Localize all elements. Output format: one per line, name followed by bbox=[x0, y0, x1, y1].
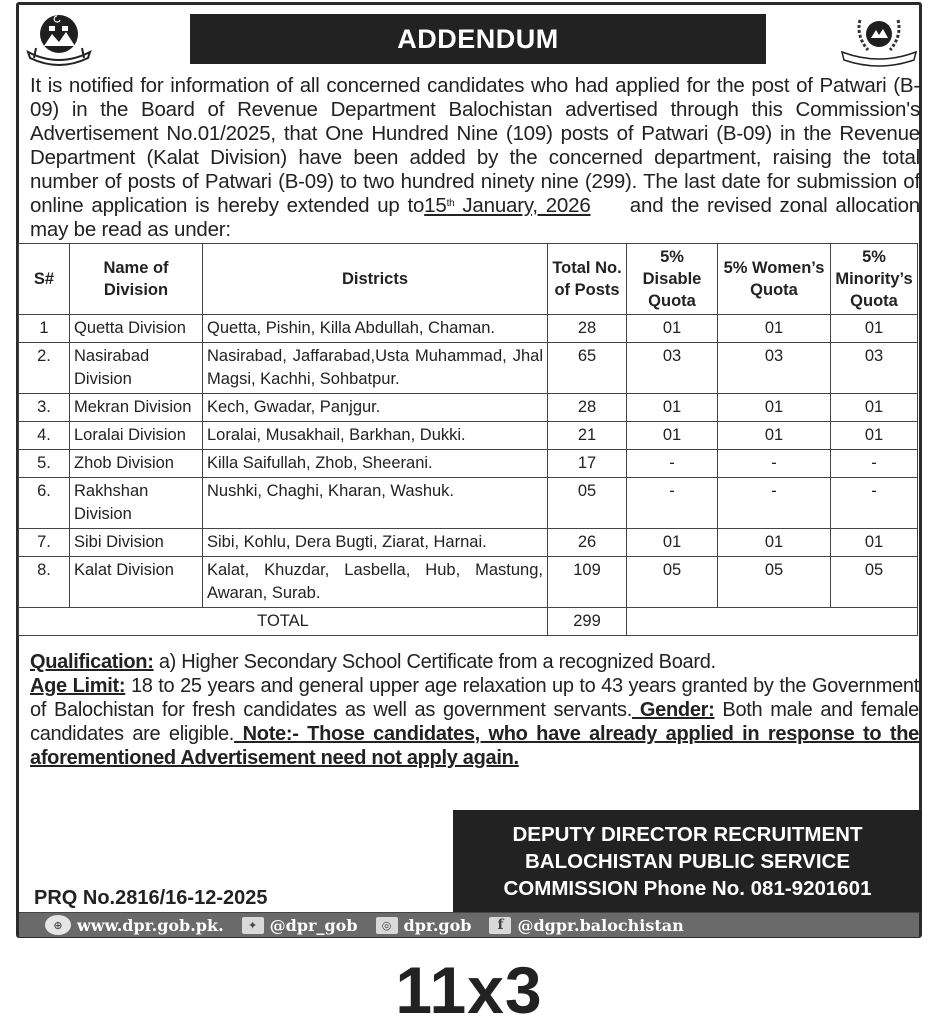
cell-minority-quota: 03 bbox=[831, 343, 918, 394]
cell-women-quota: - bbox=[718, 478, 831, 529]
gender-text: Both male and female candidates are eligible. bbox=[30, 699, 919, 745]
cell-posts: 26 bbox=[548, 529, 627, 557]
cell-division: Mekran Division bbox=[70, 394, 203, 422]
social-facebook[interactable] bbox=[489, 916, 683, 935]
age-limit-text: 18 to 25 years and general upper age relaxation up to 43 years granted by the Government of Balochistan for fresh candidates as well as government servants. bbox=[30, 675, 919, 721]
signature-line-1: DEPUTY DIRECTOR RECRUITMENT bbox=[512, 822, 863, 846]
cell-sn: 6. bbox=[19, 478, 70, 529]
cell-women-quota: 03 bbox=[718, 343, 831, 394]
qualification-label: Qualification: bbox=[30, 651, 154, 673]
cell-disable-quota: 01 bbox=[627, 422, 718, 450]
cell-posts: 17 bbox=[548, 450, 627, 478]
facebook-icon: f bbox=[489, 917, 511, 934]
table-row bbox=[19, 343, 918, 394]
cell-division: Sibi Division bbox=[70, 529, 203, 557]
table-total-row bbox=[19, 608, 918, 636]
cell-minority-quota: - bbox=[831, 450, 918, 478]
zonal-allocation-table bbox=[18, 243, 918, 636]
cell-disable-quota: 01 bbox=[627, 394, 718, 422]
header-disable-quota: 5% Disable Quota bbox=[627, 244, 718, 315]
cell-districts: Kalat, Khuzdar, Lasbella, Hub, Mastung, Awaran, Surab. bbox=[203, 557, 548, 608]
instagram-link[interactable]: dpr.gob bbox=[403, 915, 472, 935]
twitter-icon: ✦ bbox=[242, 917, 264, 934]
cell-women-quota: 01 bbox=[718, 529, 831, 557]
cell-disable-quota: 05 bbox=[627, 557, 718, 608]
note-text: Note:- Those candidates, who have already applied in response to the aforementioned Advertisement need not apply again. bbox=[30, 723, 919, 769]
cell-disable-quota: - bbox=[627, 478, 718, 529]
cell-disable-quota: 01 bbox=[627, 315, 718, 343]
total-empty-cell bbox=[627, 608, 918, 636]
cell-minority-quota: - bbox=[831, 478, 918, 529]
cell-minority-quota: 01 bbox=[831, 529, 918, 557]
signature-block bbox=[453, 810, 922, 912]
signature-line-2: BALOCHISTAN PUBLIC SERVICE bbox=[525, 849, 850, 873]
qualification-text: a) Higher Secondary School Certificate from a recognized Board. bbox=[153, 651, 716, 673]
cell-division: Nasirabad Division bbox=[70, 343, 203, 394]
cell-women-quota: 01 bbox=[718, 394, 831, 422]
twitter-link[interactable]: @dpr_gob bbox=[269, 915, 358, 935]
gender-label: Gender: bbox=[631, 699, 715, 721]
total-label: TOTAL bbox=[19, 608, 548, 636]
total-value: 299 bbox=[548, 608, 627, 636]
social-twitter[interactable] bbox=[242, 916, 358, 935]
cell-districts: Kech, Gwadar, Panjgur. bbox=[203, 394, 548, 422]
cell-districts: Nushki, Chaghi, Kharan, Washuk. bbox=[203, 478, 548, 529]
cell-districts: Quetta, Pishin, Killa Abdullah, Chaman. bbox=[203, 315, 548, 343]
intro-text: It is notified for information of all concerned candidates who had applied for the post of Patwari (B-09) in the Board of Revenue Department Balochistan advertised through this Commission's Advertisement No.01/2025, that One Hundred Nine (109) posts of Patwari (B-09) in the Revenue Department (Kalat Division) have been added by the concerned department, raising the total number of posts of Patwari (B-09) to two hundred ninety nine (299). The last date for submission of online application is hereby extended up to bbox=[30, 74, 920, 217]
cell-disable-quota: - bbox=[627, 450, 718, 478]
table-row bbox=[19, 422, 918, 450]
cell-minority-quota: 05 bbox=[831, 557, 918, 608]
requirements-section bbox=[30, 650, 919, 770]
cell-posts: 109 bbox=[548, 557, 627, 608]
cell-posts: 21 bbox=[548, 422, 627, 450]
cell-sn: 5. bbox=[19, 450, 70, 478]
cell-sn: 8. bbox=[19, 557, 70, 608]
social-instagram[interactable] bbox=[376, 916, 472, 935]
cell-sn: 3. bbox=[19, 394, 70, 422]
cell-women-quota: 05 bbox=[718, 557, 831, 608]
header-districts: Districts bbox=[203, 244, 548, 315]
table-row bbox=[19, 478, 918, 529]
header-minority-quota: 5% Minority’s Quota bbox=[831, 244, 918, 315]
cell-division: Zhob Division bbox=[70, 450, 203, 478]
cell-division: Quetta Division bbox=[70, 315, 203, 343]
cell-minority-quota: 01 bbox=[831, 315, 918, 343]
cell-women-quota: - bbox=[718, 450, 831, 478]
cell-women-quota: 01 bbox=[718, 315, 831, 343]
cell-division: Rakhshan Division bbox=[70, 478, 203, 529]
ad-size-label: 11x3 bbox=[395, 953, 543, 1027]
cell-minority-quota: 01 bbox=[831, 394, 918, 422]
table-row bbox=[19, 529, 918, 557]
header-women-quota: 5% Women’s Quota bbox=[718, 244, 831, 315]
cell-disable-quota: 01 bbox=[627, 529, 718, 557]
cell-sn: 1 bbox=[19, 315, 70, 343]
cell-posts: 28 bbox=[548, 315, 627, 343]
last-date: 15th January, 2026 bbox=[424, 194, 591, 217]
cell-disable-quota: 03 bbox=[627, 343, 718, 394]
cell-districts: Sibi, Kohlu, Dera Bugti, Ziarat, Harnai. bbox=[203, 529, 548, 557]
cell-districts: Loralai, Musakhail, Barkhan, Dukki. bbox=[203, 422, 548, 450]
website-link[interactable]: www.dpr.gob.pk. bbox=[77, 915, 224, 935]
cell-posts: 28 bbox=[548, 394, 627, 422]
cell-sn: 2. bbox=[19, 343, 70, 394]
signature-line-3: COMMISSION Phone No. 081-9201601 bbox=[503, 876, 872, 900]
table-row bbox=[19, 394, 918, 422]
cell-posts: 05 bbox=[548, 478, 627, 529]
globe-icon: ⊕ bbox=[45, 915, 71, 935]
facebook-link[interactable]: @dgpr.balochistan bbox=[517, 915, 684, 935]
cell-division: Kalat Division bbox=[70, 557, 203, 608]
cell-division: Loralai Division bbox=[70, 422, 203, 450]
cell-women-quota: 01 bbox=[718, 422, 831, 450]
social-links-bar bbox=[19, 912, 919, 937]
intro-paragraph bbox=[30, 74, 920, 242]
page-title: ADDENDUM bbox=[190, 14, 766, 64]
prq-number: PRQ No.2816/16-12-2025 bbox=[34, 887, 268, 909]
table-row bbox=[19, 450, 918, 478]
cell-sn: 4. bbox=[19, 422, 70, 450]
instagram-icon: ◎ bbox=[376, 917, 398, 934]
cell-posts: 65 bbox=[548, 343, 627, 394]
table-header-row bbox=[19, 244, 918, 315]
cell-districts: Killa Saifullah, Zhob, Sheerani. bbox=[203, 450, 548, 478]
table-row bbox=[19, 557, 918, 608]
header-posts: Total No. of Posts bbox=[548, 244, 627, 315]
intro-text-end: and the revised zonal allocation may be read as under: bbox=[30, 194, 920, 241]
cell-sn: 7. bbox=[19, 529, 70, 557]
header-division: Name of Division bbox=[70, 244, 203, 315]
bpsc-emblem-logo bbox=[836, 8, 922, 70]
balochistan-emblem-logo bbox=[24, 8, 94, 70]
header-sn: S# bbox=[19, 244, 70, 315]
age-limit-label: Age Limit: bbox=[30, 675, 126, 697]
social-website[interactable] bbox=[19, 915, 224, 935]
cell-districts: Nasirabad, Jaffarabad,Usta Muhammad, Jhal Magsi, Kachhi, Sohbatpur. bbox=[203, 343, 548, 394]
table-row bbox=[19, 315, 918, 343]
cell-minority-quota: 01 bbox=[831, 422, 918, 450]
